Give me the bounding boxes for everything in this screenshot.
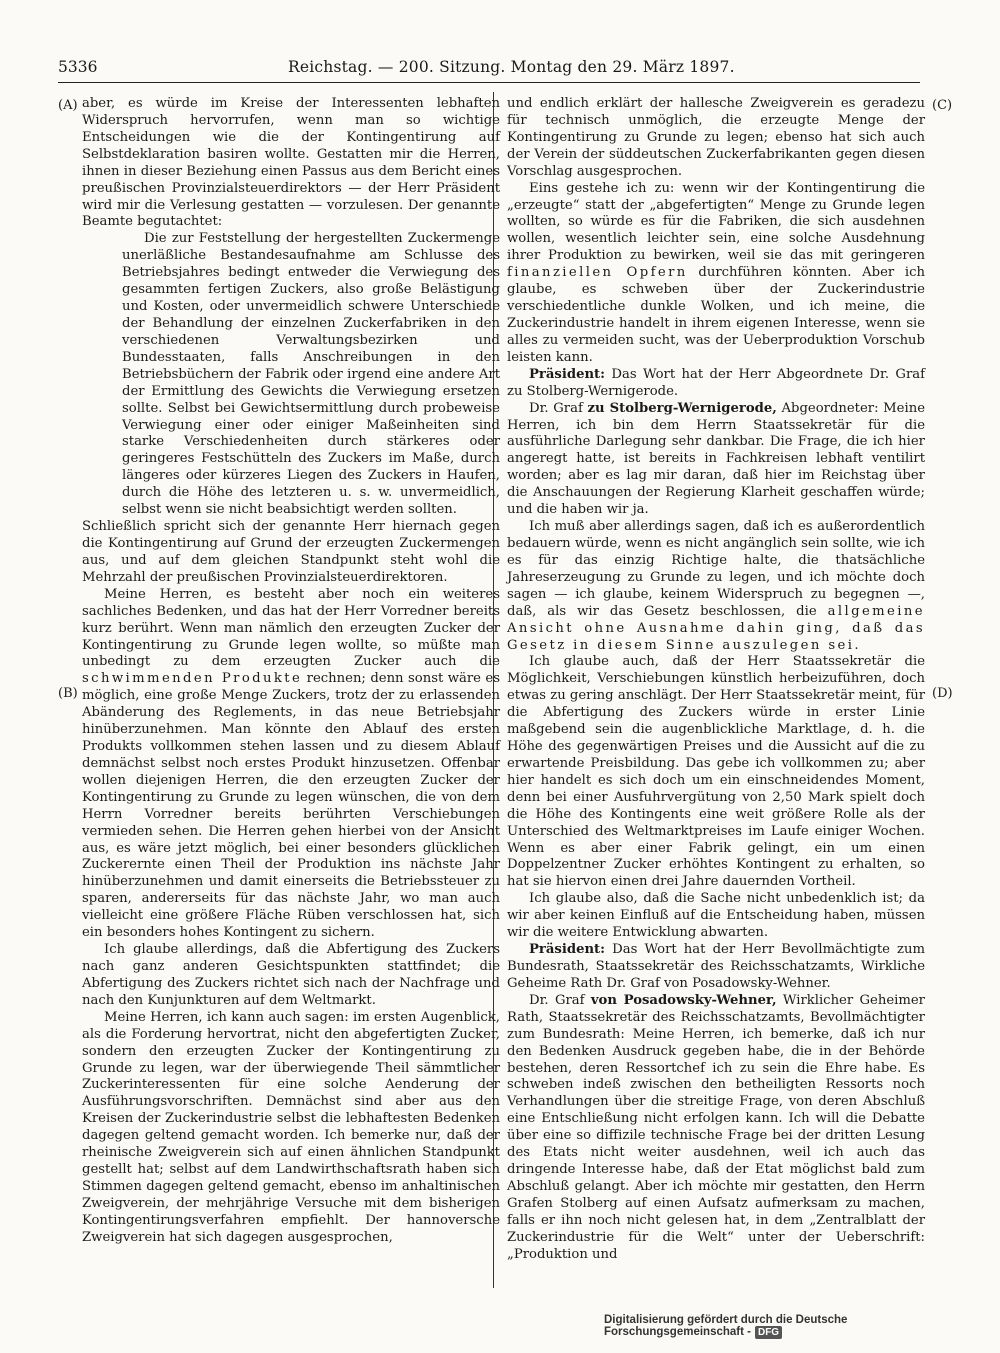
text-run: rechnen; denn sonst wäre es möglich, eine große Menge Zuckers, trotz der zu erlassenden Abänderung des Reglements, in das neue Betriebsjahr hinüberzunehmen. Man könnte den Ablauf des ersten Produkts vollkommen stehen lassen und zu diesem Ablauf demnächst selbst noch erstes Produkt hinzusetzen. Offenbar wollen diejenigen Herren, die den erzeugten Zucker der Kontingentirung zu Grunde zu legen wünschen, die von dem Herrn Vorredner bereits berührten Verschiebungen vermieden sehen. Die Herren gehen hierbei von der Ansicht aus, es wäre jetzt möglich, bei einer besonders glücklichen Zuckerernte einen Theil der Produktion ins nächste Jahr hinüberzunehmen und damit einerseits die Betriebssteuer zu sparen, andererseits für das nächste Jahr, wo man auch vielleicht eine größere Fläche Rüben verschlossen hat, sich ein besonders hohes Kontingent zu sichern. — [82, 671, 500, 941]
text-run: Dr. Graf — [529, 400, 583, 416]
right-column — [507, 96, 925, 1264]
page-header — [58, 58, 920, 80]
spaced-text: finanziellen Opfern — [507, 265, 688, 281]
text-run: durchführen könnten. Aber ich glaube, es schweben über der Zuckerindustrie verschiedentliche dunkle Wolken, und ich meine, die Zuckerindustrie handelt in ihrem eigenen Interesse, wenn sie alles zu vermeiden sucht, was der Ueberproduktion Vorschub leisten kann. — [507, 265, 925, 365]
page-number: 5336 — [58, 58, 98, 76]
text-run: Abgeordneter: Meine Herren, ich bin dem Herrn Staatssekretär für die ausführliche Darlegung sehr dankbar. Die Frage, die ich hier angeregt hatte, ist bereits in Fachkreisen lebhaft ventilirt worden; aber es lag mir daran, daß hier im Reichstag über die Anschauungen der Regierung Klarheit geschaffen würde; und die haben wir ja. — [507, 400, 925, 518]
margin-mark-c: (C) — [932, 98, 953, 113]
margin-mark-a: (A) — [58, 98, 78, 113]
dfg-logo: DFG — [755, 1326, 782, 1339]
speaker-label: Präsident: — [529, 942, 606, 958]
paragraph: Schließlich spricht sich der genannte Herr hiernach gegen die Kontingentirung auf Grund der erzeugten Zuckermengen aus, und auf dem gleichen Standpunkt steht wohl die Mehrzahl der preußischen Provinzialsteuerdirektoren. — [82, 519, 500, 585]
paragraph: Ich glaube allerdings, daß die Abfertigung des Zuckers nach ganz anderen Gesichtspunkten stattfindet; die Abfertigung des Zuckers richtet sich nach der Nachfrage und nach den Kunjunkturen auf dem Weltmarkt. — [82, 942, 500, 1008]
text-run: Dr. Graf — [529, 992, 585, 1008]
paragraph — [507, 367, 925, 401]
margin-mark-b: (B) — [58, 686, 78, 701]
header-rule — [58, 82, 920, 83]
paragraph — [507, 942, 925, 993]
paragraph — [507, 993, 925, 1264]
speaker-name: zu Stolberg-Wernigerode, — [587, 400, 777, 416]
margin-mark-d: (D) — [932, 686, 953, 701]
running-title: Reichstag. — 200. Sitzung. Montag den 29. März 1897. — [288, 58, 735, 76]
footer-text: Digitalisierung gefördert durch die Deutsche Forschungsgemeinschaft - — [604, 1314, 848, 1338]
text-run: Ich muß aber allerdings sagen, daß ich es außerordentlich bedauern würde, wenn es nicht angänglich sein sollte, wie ich es für das einzig Richtige halte, die thatsächliche Jahreserzeugung zu Grunde zu legen, und ich möchte doch sagen — ich glaube, keinem Widerspruch zu begegnen —, daß, als wir das Gesetz beschlossen, die — [507, 519, 925, 619]
text-run: Eins gestehe ich zu: wenn wir der Kontingentirung die „erzeugte“ statt der „abgefertigten“ Menge zu Grunde legen wollten, so würde es für die Fabriken, die sich ausdehnen wollen, wesentlich leichter sein, eine solche Ausdehnung ihrer Produktion zu bewirken, weil sie das mit geringeren — [507, 180, 925, 264]
footer-credit — [604, 1314, 984, 1338]
paragraph — [507, 181, 925, 367]
block-quote: Die zur Feststellung der hergestellten Zuckermenge unerläßliche Bestandesaufnahme am Schlusse des Betriebsjahres bedingt entweder die Verwiegung des gesammten fertigen Zuckers, also große Belästigung und Kosten, oder unvermeidlich schwere Unterschiede der Behandlung der einzelnen Zuckerfabriken in den verschiedenen Verwaltungsbezirken und Bundesstaaten, falls Anschreibungen in den Betriebsbüchern der Fabrik oder irgend eine andere Art der Ermittlung des Gewichts die Verwiegung ersetzen sollte. Selbst bei Gewichtsermittlung durch probeweise Verwiegung einer oder einiger Maßeinheiten sind starke Verschiedenheiten durch stärkeres oder geringeres Festschütteln des Zuckers im Maße, durch längeres oder kürzeres Liegen des Zuckers in Haufen, durch die Höhe des letzteren u. s. w. unvermeidlich, selbst wenn sie nicht beabsichtigt werden sollten. — [122, 231, 500, 518]
paragraph: aber, es würde im Kreise der Interessenten lebhaften Widerspruch hervorrufen, wenn man so wichtige Entscheidungen wie die der Kontingentirung auf Selbstdeklaration basiren wollte. Gestatten mir die Herren, ihnen in dieser Beziehung einen Passus aus dem Bericht eines preußischen Provinzialsteuerdirektors — der Herr Präsident wird mir die Verlesung gestatten — vorzulesen. Der genannte Beamte begutachtet: — [82, 96, 500, 230]
speaker-name: von Posadowsky-Wehner, — [590, 992, 777, 1008]
text-run: Das Wort hat der Herr Abgeordnete Dr. Graf zu Stolberg-Wernigerode. — [507, 366, 925, 399]
speaker-label: Präsident: — [529, 366, 606, 382]
text-run: Das Wort hat der Herr Bevollmächtigte zum Bundesrath, Staatssekretär des Reichsschatzamts, Wirkliche Geheime Rath Dr. Graf von Posadowsky-Wehner. — [507, 942, 925, 991]
paragraph — [82, 587, 500, 942]
left-column — [82, 96, 500, 1247]
spaced-text: schwimmenden Produkte — [82, 671, 303, 687]
paragraph: und endlich erklärt der hallesche Zweigverein es geradezu für technisch unmöglich, die erzeugte Menge der Kontingentirung zu Grunde zu legen; ebenso hat sich auch der Verein der süddeutschen Zuckerfabrikanten gegen diesen Vorschlag ausgesprochen. — [507, 96, 925, 179]
text-run: Wirklicher Geheimer Rath, Staatssekretär des Reichsschatzamts, Bevollmächtigter zum Bundesrath: Meine Herren, ich bemerke, daß ich nur den Bedenken Ausdruck gegeben habe, die in der Behörde bestehen, deren Ressortchef ich zu sein die Ehre habe. Es schweben indeß zwischen den betheiligten Ressorts noch Verhandlungen über die streitige Frage, von deren Abschluß eine Entschließung nicht erfolgen kann. Ich will die Debatte über eine so diffizile technische Frage bei der dritten Lesung des Etats nicht weiter ausdehnen, weil ich auch das dringende Interesse habe, daß der Etat möglichst bald zum Abschluß gelangt. Aber ich möchte mir gestatten, den Herrn Grafen Stolberg auf einen Aufsatz aufmerksam zu machen, falls er ihn noch nicht gelesen hat, in dem „Zentralblatt der Zuckerindustrie für die Welt“ unter der Ueberschrift: „Produktion und — [507, 992, 925, 1262]
spaced-text: allgemeine Ansicht ohne Ausnahme dahin ging, daß das Gesetz in diesem Sinne auszulegen sei. — [507, 603, 925, 653]
paragraph: Ich glaube auch, daß der Herr Staatssekretär die Möglichkeit, Verschiebungen künstlich herbeizuführen, doch etwas zu gering anschlägt. Der Herr Staatssekretär meint, für die Abfertigung des Zuckers würde in erster Linie maßgebend sein die augenblickliche Marktlage, d. h. die Höhe des gegenwärtigen Preises und die Aussicht auf die zu erwartende Preisbildung. Das gebe ich vollkommen zu; aber hier handelt es sich doch um ein einschneidendes Moment, denn bei einer Ausfuhrvergütung von 2,50 Mark spielt doch die Höhe des Kontingents eine weit größere Rolle als der Unterschied des Weltmarktpreises im Laufe einiger Wochen. Wenn es aber einer Fabrik gelingt, ein um einen Doppelzentner Zucker erhöhtes Kontingent zu erhalten, so hat sie hiervon einen drei Jahre dauernden Vortheil. — [507, 654, 925, 890]
paragraph: Ich glaube also, daß die Sache nicht unbedenklich ist; da wir aber keinen Einfluß auf die Entscheidung haben, müssen wir die weitere Entwicklung abwarten. — [507, 891, 925, 941]
paragraph — [507, 401, 925, 519]
text-run: Meine Herren, es besteht aber noch ein weiteres sachliches Bedenken, und das hat der Herr Vorredner bereits kurz berührt. Wenn man nämlich den erzeugten Zucker der Kontingentirung zu Grunde legen wollte, so müßte man unbedingt zu dem erzeugten Zucker auch die — [82, 586, 500, 670]
paragraph: Meine Herren, ich kann auch sagen: im ersten Augenblick, als die Forderung hervortrat, nicht den abgefertigten Zucker, sondern den erzeugten Zucker der Kontingentirung zu Grunde zu legen, war der überwiegende Theil sämmtlicher Zuckerinteressenten für eine solche Aenderung der Ausführungsvorschriften. Demnächst sind aber aus den Kreisen der Zuckerindustrie selbst die lebhaftesten Bedenken dagegen geltend gemacht worden. Ich bemerke nur, daß der rheinische Zweigverein sich auf einen ähnlichen Standpunkt gestellt hat; selbst auf dem Landwirthschaftsrath haben sich Stimmen dagegen geltend gemacht, ebenso im anhaltinischen Zweigverein, der mehrjährige Versuche mit dem bisherigen Kontingentirungsverfahren empfiehlt. Der hannoversche Zweigverein hat sich dagegen ausgesprochen, — [82, 1009, 500, 1245]
paragraph — [507, 519, 925, 654]
